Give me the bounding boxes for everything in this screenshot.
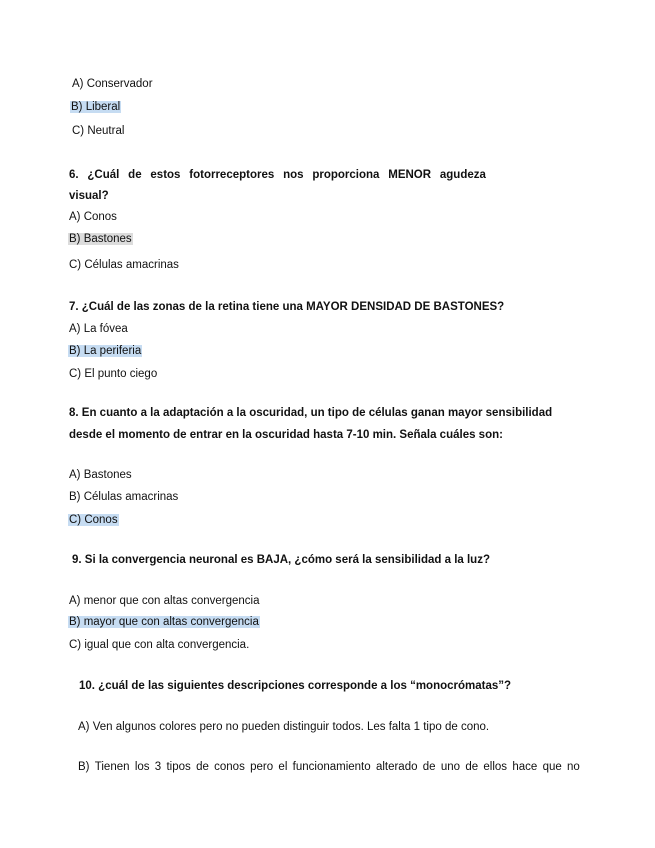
q8-option-b: B) Células amacrinas [69, 491, 179, 503]
q6-question-line-2: visual? [69, 190, 109, 202]
q7-option-b: B) La periferia [69, 345, 142, 357]
q10-option-a: A) Ven algunos colores pero no pueden distinguir todos. Les falta 1 tipo de cono. [78, 721, 490, 733]
q5-option-b: B) Liberal [71, 101, 121, 113]
q6-question-line-1: 6. ¿Cuál de estos fotorreceptores nos proporciona MENOR agudeza [69, 169, 486, 181]
q8-option-c: C) Conos [69, 514, 118, 526]
q6-option-b: B) Bastones [69, 233, 132, 245]
q10-option-b-line-1: B) Tienen los 3 tipos de conos pero el funcionamiento alterado de uno de ellos hace que no [78, 761, 580, 773]
q9-option-c: C) igual que con alta convergencia. [69, 639, 250, 651]
q8-option-a: A) Bastones [69, 469, 132, 481]
q5-option-a: A) Conservador [72, 78, 153, 90]
q9-option-a: A) menor que con altas convergencia [69, 595, 260, 607]
q8-question-line-1: 8. En cuanto a la adaptación a la oscuridad, un tipo de células ganan mayor sensibilidad [69, 407, 553, 419]
q8-question-line-2: desde el momento de entrar en la oscuridad hasta 7-10 min. Señala cuáles son: [69, 429, 503, 441]
q7-question: 7. ¿Cuál de las zonas de la retina tiene una MAYOR DENSIDAD DE BASTONES? [69, 301, 505, 313]
q7-option-a: A) La fóvea [69, 323, 128, 335]
q9-question: 9. Si la convergencia neuronal es BAJA, ¿cómo será la sensibilidad a la luz? [72, 554, 490, 566]
q6-option-a: A) Conos [69, 211, 117, 223]
q10-question: 10. ¿cuál de las siguientes descripciones corresponde a los “monocrómatas”? [79, 680, 512, 692]
q5-option-c: C) Neutral [72, 125, 125, 137]
q6-option-c: C) Células amacrinas [69, 259, 179, 271]
q9-option-b: B) mayor que con altas convergencia [69, 616, 259, 628]
q7-option-c: C) El punto ciego [69, 368, 158, 380]
